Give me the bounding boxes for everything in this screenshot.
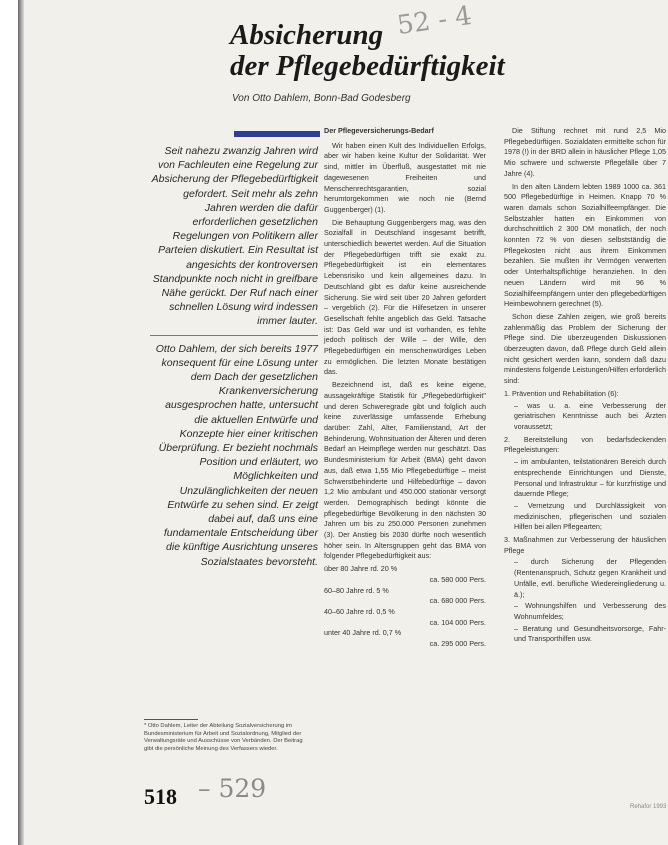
body-paragraph: Die Behauptung Guggenbergers mag, was den Sozialfall in Deutschland insgesamt betrifft, unterschiedlich bewertet werden. Auf die Situation der Pflegebedürftigen trifft sie exakt zu. Pflegebedürftigkeit ist ein elementares Lebensrisiko und kein allgemeines dazu. In Deutschland gibt es dafür keine ausreichende Sicherung. Sie wird seit über 20 Jahren gefordert – vergeblich (2). Für die Hilfesetzen in unserer Gesellschaft fehlte angeblich das Geld. Tatsache ist: Das Geld war und ist vorhanden, es fehlte jedoch politisch der Wille – der Wille, den Pflegebedürftigen ein menschenwürdiges Leben zu ermöglichen. Die letzten Monate bestätigen das. bbox=[324, 217, 486, 377]
stat-label: über 80 Jahre rd. 20 % bbox=[324, 564, 398, 574]
section-heading: Der Pflegeversicherungs-Bedarf bbox=[324, 126, 434, 135]
stat-row bbox=[324, 607, 486, 618]
list-subitem: – Vernetzung und Durchlässigkeit von medizinischen, pflegerischen und sozialen Hilfen bei allen Pflegearten; bbox=[514, 500, 666, 532]
intro-paragraph-2: Otto Dahlem, der sich bereits 1977 konsequent für eine Lösung unter dem Dach der gesetzlichen Krankenversicherung ausgesprochen hatte, untersucht die aktuellen Entwürfe und Konzepte hier einer kritischen Überprüfung. Er bezieht nochmals Position und erläutert, wo Möglichkeiten und Unzulänglichkeiten der neuen Entwürfe zu sehen sind. Er zeigt dabei auf, daß uns eine fundamentale Entscheidung über die künftige Ausrichtung unseres Sozialstaates bevorsteht. bbox=[155, 342, 318, 568]
body-paragraph: Schon diese Zahlen zeigen, wie groß bereits zahlenmäßig das Problem der Sicherung der Pflege sind. Die überzeugenden Diskussionen überzeugten davon, daß Pflege durch Geld allein nicht gesichert werden kann, sondern daß dazu mindestens folgende Leistungen/Hilfen erforderlich sind: bbox=[504, 311, 666, 386]
list-subitem: – im ambulanten, teilstationären Bereich durch entsprechende Einrichtungen und Dienste, Personal und Infrastruktur – für kurzfristige und dauernde Pflege; bbox=[514, 457, 666, 499]
handwritten-page-number: – 529 bbox=[198, 774, 267, 803]
body-column-2 bbox=[324, 126, 486, 650]
title-line-2: der Pflegebedürftigkeit bbox=[230, 50, 505, 82]
scanned-page bbox=[22, 0, 668, 845]
stat-row bbox=[324, 564, 486, 575]
stat-value: ca. 580 000 Pers. bbox=[429, 574, 486, 584]
stat-row bbox=[324, 639, 486, 650]
stat-value: ca. 104 000 Pers. bbox=[429, 617, 486, 627]
title-line-1: Absicherung bbox=[230, 19, 384, 51]
stat-row bbox=[324, 575, 486, 586]
stat-row bbox=[324, 628, 486, 639]
stat-row bbox=[324, 618, 486, 629]
list-item: 3. Maßnahmen zur Verbesserung der häuslichen Pflege bbox=[504, 535, 666, 555]
intro-divider bbox=[150, 335, 318, 336]
list-subitem: – Beratung und Gesundheitsvorsorge, Fahr- und Transporthilfen usw. bbox=[514, 623, 666, 644]
list-item: 2. Bereitstellung von bedarfsdeckenden Pflegeleistungen: bbox=[504, 434, 666, 455]
body-column-3 bbox=[504, 126, 666, 646]
handwritten-note: 52 - 4 bbox=[395, 0, 474, 42]
corner-mark: Rehafor 1993 bbox=[630, 804, 667, 810]
list-subitem: – was u. a. eine Verbesserung der geriatrischen Kenntnisse auch bei Ärzten voraussetzt; bbox=[514, 400, 666, 431]
byline: Von Otto Dahlem, Bonn-Bad Godesberg bbox=[232, 93, 411, 104]
stat-label: 40–60 Jahre rd. 0,5 % bbox=[324, 606, 395, 616]
stat-label: unter 40 Jahre rd. 0,7 % bbox=[324, 628, 402, 638]
stat-label: 60–80 Jahre rd. 5 % bbox=[324, 585, 389, 595]
body-paragraph: Bezeichnend ist, daß es keine eigene, aussagekräftige Statistik für „Pflegebedürftigkeit" und deren Schweregrade gibt und folglich auch keine zuverlässige umfassende Erhebung darüber: Zahl, Alter, Familienstand, Art der Behinderung, Wohnsituation der Älteren und deren Bedarf an Heimpflege werden nur geschätzt. Das Bundesministerium für Arbeit (BMA) geht davon aus, daß etwa 1,55 Mio Pflegebedürftige – meist Schwerstbehinderte und Hilfebedürftige – davon 1,2 Mio ambulant und 450.000 stationär versorgt werden. Demographisch bedingt könnte die pflegebedürftige Bevölkerung in den nächsten 30 Jahren um bis zu 250.000 Personen zunehmen (3). Der Anstieg bis 2030 dürfte noch wesentlich höher sein. In Altersgruppen geht das BMA von folgender Pflegebedürftigkeit aus: bbox=[324, 380, 486, 561]
body-paragraph: Die Stiftung rechnet mit rund 2,5 Mio Pflegebedürftigen. Sozialdaten ermittelte schon für 1978 (!) in der BRD allein in häuslicher Pflege 1,05 Mio schwere und schwerste Pflegefälle über 7 Jahre (4). bbox=[504, 126, 666, 178]
accent-bar bbox=[234, 131, 320, 137]
scan-edge-shadow bbox=[18, 0, 24, 845]
list-subitem: – durch Sicherung der Pflegenden (Rentenanspruch, Schutz gegen Krankheit und Unfälle, evtl. berufliche Wiedereingliederung u. ä.); bbox=[514, 557, 666, 599]
footnote: * Otto Dahlem, Leiter der Abteilung Sozialversicherung im Bundesministerium für Arbeit und Sozialordnung, Mitglied der Verwaltungsräte und Ausschüsse von Verbänden. Der Beitrag gibt die persönliche Meinung des Verfassers wieder. bbox=[144, 723, 303, 752]
footnote-rule bbox=[144, 719, 198, 720]
list-subitem: – Wohnungshilfen und Verbesserung des Wohnumfeldes; bbox=[514, 601, 666, 621]
body-paragraph: Wir haben einen Kult des Individuellen Erfolgs, aber wir haben keine Kultur der Solidarität. Wer sind, mittler im Überfluß, ausgestattet mit nie dagewesenen Freiheiten und Menschenrechtsgarantien, sozial herumtorgekommen wie noch nie (Bernd Guggenberger) (1). bbox=[324, 140, 486, 214]
body-paragraph: In den alten Ländern lebten 1989 1000 ca. 361 500 Pflegebedürftige in Heimen. Knapp 70 % waren damals schon Sozialhilfeempfänger. Die Selbstzahler hatten ein Einkommen von durchschnittlich 2 300 DM monatlich, der noch konnten 72 % von diesen selbstständig die Pflegekosten nicht aus ihrem Einkommen bezahlen. Sie mußten ihr Vermögen verwerten oder Unterhaltspflichtige heranziehen. In den neuen Ländern wird mit 96 % Sozialhilfeempfängern unter den pflegebedürftigen Heimbewohnern gerechnet (5). bbox=[504, 181, 666, 309]
stat-value: ca. 680 000 Pers. bbox=[429, 596, 486, 606]
stat-row bbox=[324, 596, 486, 607]
stat-row bbox=[324, 586, 486, 597]
stat-value: ca. 295 000 Pers. bbox=[429, 639, 486, 649]
page-number: 518 bbox=[144, 784, 177, 809]
list-item: 1. Prävention und Rehabilitation (6): bbox=[504, 388, 619, 398]
intro-paragraph-1: Seit nahezu zwanzig Jahren wird von Fachleuten eine Regelung zur Absicherung der Pflegebedürftigkeit gefordert. Seit mehr als zehn Jahren werden die dafür erforderlichen gesetzlichen Regelungen von Politikern aller Parteien diskutiert. Ein Resultat ist angesichts der kontroversen Standpunkte noch nicht in greifbare Nähe gerückt. Der Ruf nach einer schnellen Lösung wird indessen immer lauter. bbox=[151, 145, 318, 328]
intro-column bbox=[150, 144, 318, 575]
